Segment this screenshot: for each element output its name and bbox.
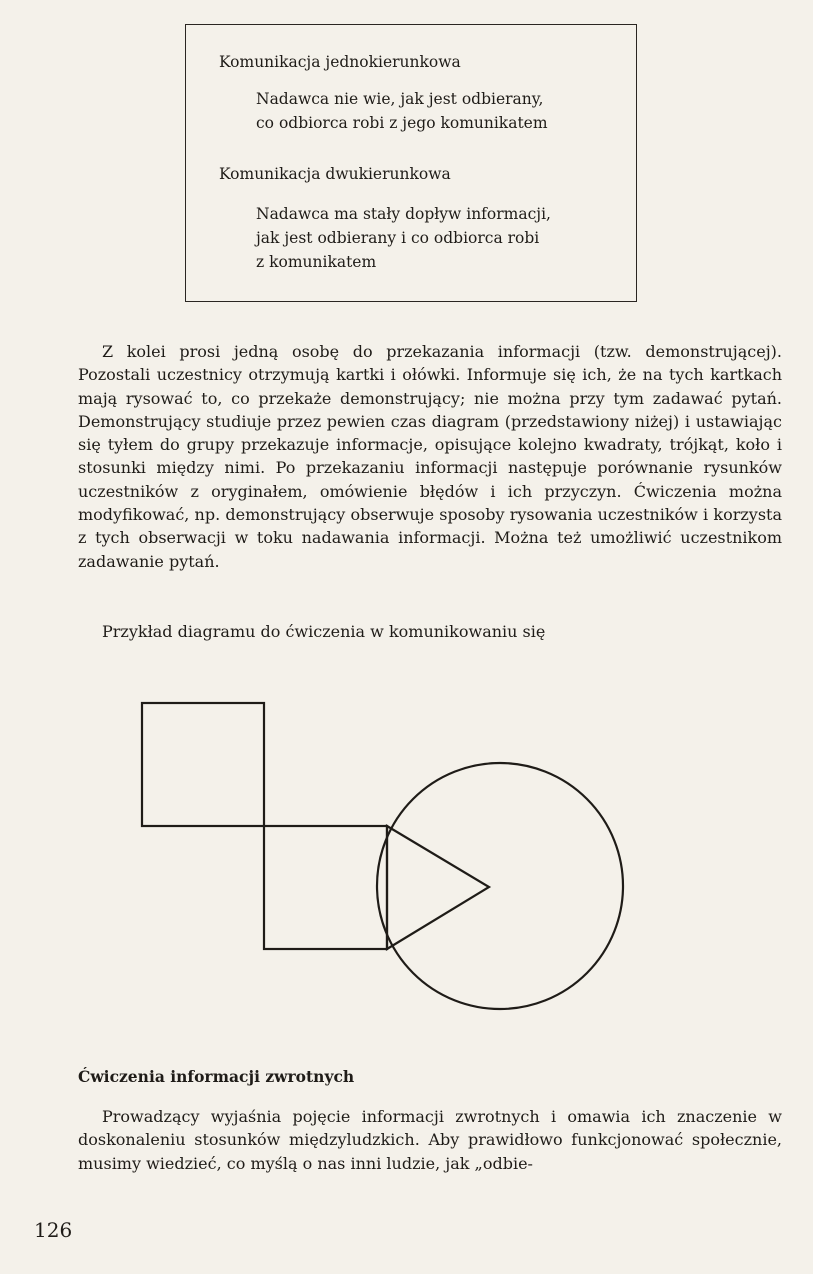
two-way-description-line-3: z komunikatem — [256, 253, 377, 271]
circle — [377, 763, 623, 1009]
diagram-caption: Przykład diagramu do ćwiczenia w komunikowaniu się — [102, 622, 546, 641]
one-way-description-line-2: co odbiorca robi z jego komunikatem — [256, 114, 548, 132]
two-way-description-line-1: Nadawca ma stały dopływ informacji, — [256, 205, 551, 223]
lower-square — [264, 826, 387, 949]
one-way-description-line-1: Nadawca nie wie, jak jest odbierany, — [256, 90, 544, 108]
section-heading: Ćwiczenia informacji zwrotnych — [78, 1067, 355, 1086]
page-number: 126 — [34, 1218, 73, 1242]
two-way-heading: Komunikacja dwukierunkowa — [219, 165, 451, 183]
upper-square — [142, 703, 264, 826]
two-way-description-line-2: jak jest odbierany i co odbiorca robi — [256, 229, 540, 247]
exercise-instructions-paragraph: Z kolei prosi jedną osobę do przekazania informacji (tzw. demonstrującej). Pozostali uczestnicy otrzymują kartki i ołówki. Informuje się ich, że na tych kartkach mają rysować to, co przekaże demonstrujący; nie można przy tym zadawać pytań. Demonstrujący studiuje przez pewien czas diagram (przedstawiony niżej) i ustawiając się tyłem do grupy przekazuje informacje, opisujące kolejno kwadraty, trójkąt, koło i stosunki między nimi. Po przekazaniu informacji następuje porównanie rysunków uczestników z oryginałem, omówienie błędów i ich przyczyn. Ćwiczenia można modyfikować, np. demonstrujący obserwuje sposoby rysowania uczestników i korzysta z tych obserwacji w toku nadawania informacji. Można też umożliwić uczestnikom zadawanie pytań. — [78, 342, 782, 571]
one-way-heading: Komunikacja jednokierunkowa — [219, 53, 461, 71]
triangle — [387, 826, 489, 949]
feedback-paragraph: Prowadzący wyjaśnia pojęcie informacji zwrotnych i omawia ich znaczenie w doskonaleniu stosunków międzyludzkich. Aby prawidłowo funkcjonować społecznie, musimy wiedzieć, co myślą o nas inni ludzie, jak „odbie- — [78, 1107, 782, 1173]
